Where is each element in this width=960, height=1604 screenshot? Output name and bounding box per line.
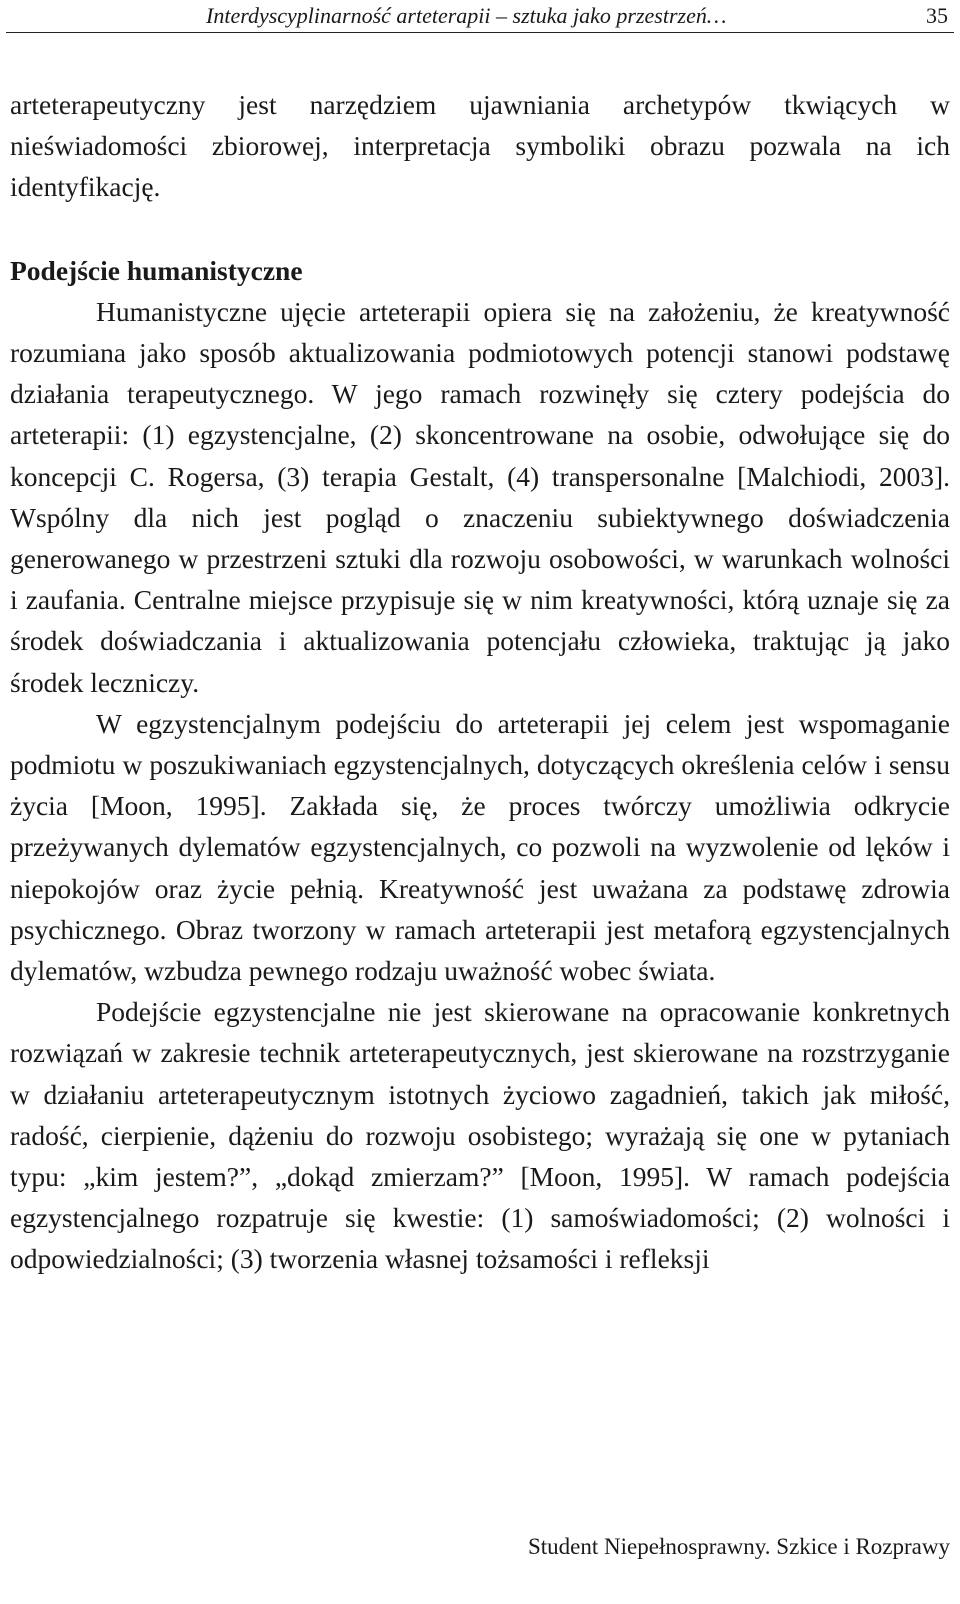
section-heading: Podejście humanistyczne xyxy=(10,254,303,286)
paragraph-continuation: arteterapeutyczny jest narzędziem ujawniania archetypów tkwiących w nieświadomości zbiorowej, interpretacja symboliki obrazu pozwala na ich identyfikację. xyxy=(10,89,950,203)
body-text xyxy=(10,84,950,1280)
paragraph-existential: W egzystencjalnym podejściu do arteterapii jej celem jest wspomaganie podmiotu w poszukiwaniach egzystencjalnych, dotyczących określenia celów i sensu życia [Moon, 1995]. Zakłada się, że proces twórczy umożliwia odkrycie przeżywanych dylematów egzystencjalnych, co pozwoli na wyzwolenie od lęków i niepokojów oraz życie pełnią. Kreatywność jest uważana za podstawę zdrowia psychicznego. Obraz tworzony w ramach arteterapii jest metaforą egzystencjalnych dylematów, wzbudza pewnego rodzaju uważność wobec świata. xyxy=(10,707,950,987)
header-title: Interdyscyplinarność arteterapii – sztuka jako przestrzeń… xyxy=(206,3,727,28)
running-header xyxy=(6,0,954,33)
paragraph-humanistic: Humanistyczne ujęcie arteterapii opiera się na założeniu, że kreatywność rozumiana jako sposób aktualizowania podmiotowych potencji stanowi podstawę działania terapeutycznego. W jego ramach rozwinęły się cztery podejścia do arteterapii: (1) egzystencjalne, (2) skoncentrowane na osobie, odwołujące się do koncepcji C. Rogersa, (3) terapia Gestalt, (4) transpersonalne [Malchiodi, 2003]. Wspólny dla nich jest pogląd o znaczeniu subiektywnego doświadczenia generowanego w przestrzeni sztuki dla rozwoju osobowości, w warunkach wolności i zaufania. Centralne miejsce przypisuje się w nim kreatywności, którą uznaje się za środek doświadczania i aktualizowania potencjału człowieka, traktując ją jako środek leczniczy. xyxy=(10,295,950,698)
page-number: 35 xyxy=(926,3,948,28)
paragraph-existential-2: Podejście egzystencjalne nie jest skierowane na opracowanie konkretnych rozwiązań w zakresie technik arteterapeutycznych, jest skierowane na rozstrzyganie w działaniu arteterapeutycznym istotnych życiowo zagadnień, takich jak miłość, radość, cierpienie, dążeniu do rozwoju osobistego; wyrażają się one w pytaniach typu: „kim jestem?”, „dokąd zmierzam?” [Moon, 1995]. W ramach podejścia egzystencjalnego rozpatruje się kwestie: (1) samoświadomości; (2) wolności i odpowiedzialności; (3) tworzenia własnej tożsamości i refleksji xyxy=(10,996,950,1275)
running-footer: Student Niepełnosprawny. Szkice i Rozprawy xyxy=(528,1534,950,1559)
